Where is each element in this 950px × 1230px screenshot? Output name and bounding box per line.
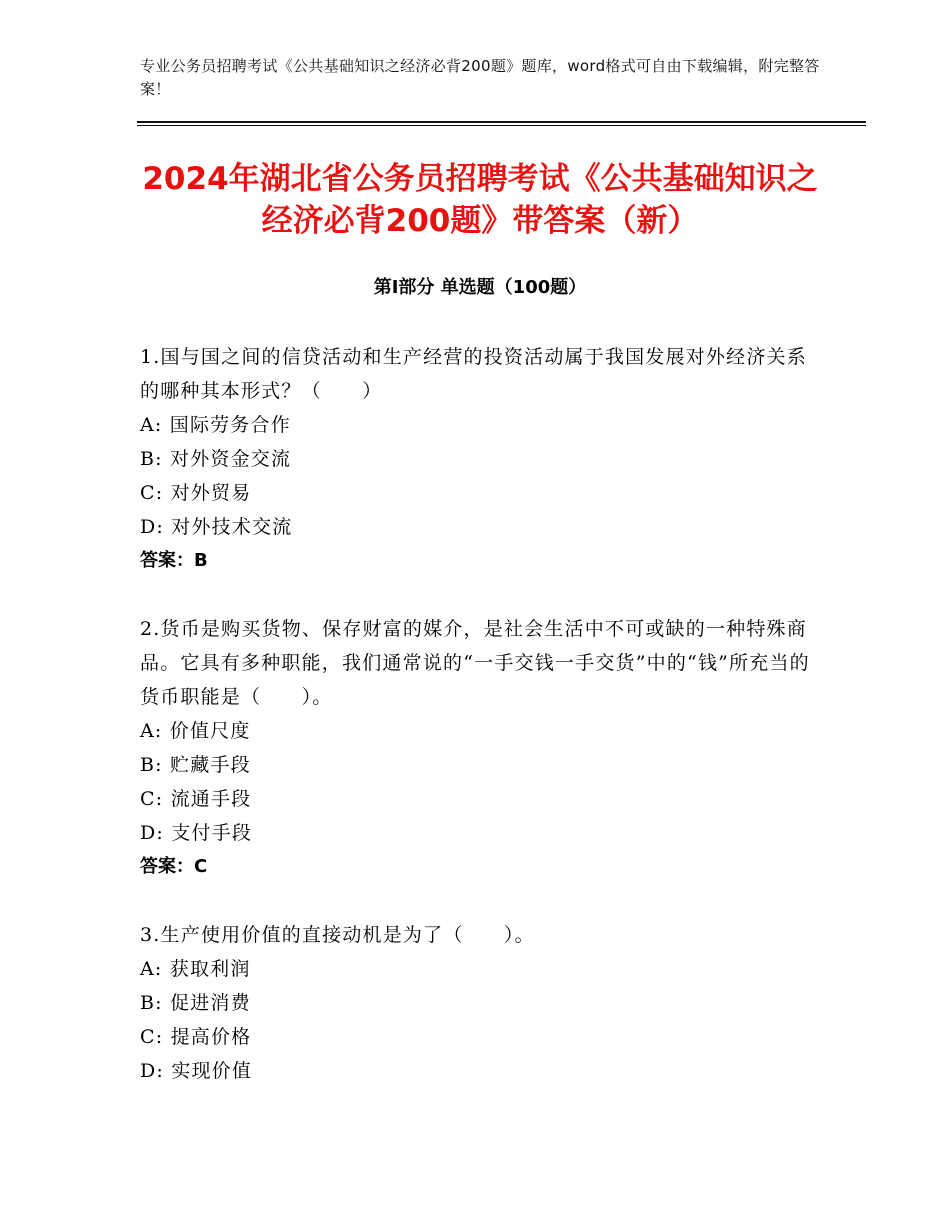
question-list (140, 340, 810, 1122)
question-stem: 1.国与国之间的信贷活动和生产经营的投资活动属于我国发展对外经济关系的哪种其本形式？（ ） (140, 346, 807, 402)
option-b: B: 促进消费 (140, 992, 251, 1014)
option-c: C: 提高价格 (140, 1026, 252, 1048)
option-b: B: 对外资金交流 (140, 448, 292, 470)
answer-line: 答案：B (140, 550, 208, 571)
document-title: 2024年湖北省公务员招聘考试《公共基础知识之经济必背200题》带答案（新） (142, 161, 818, 239)
option-a: A: 价值尺度 (140, 720, 251, 742)
option-b: B: 贮藏手段 (140, 754, 251, 776)
header-note: 专业公务员招聘考试《公共基础知识之经济必背200题》题库，word格式可自由下载编辑，附完整答案！ (140, 57, 820, 98)
option-c: C: 对外贸易 (140, 482, 252, 504)
option-c: C: 流通手段 (140, 788, 252, 810)
question-2 (140, 612, 810, 884)
question-3 (140, 918, 810, 1088)
question-stem: 2.货币是购买货物、保存财富的媒介，是社会生活中不可或缺的一种特殊商品。它具有多种职能，我们通常说的“一手交钱一手交货”中的“钱”所充当的货币职能是（ ）。 (140, 618, 810, 708)
option-a: A: 国际劳务合作 (140, 414, 291, 436)
header-rule-thick (137, 121, 866, 123)
option-a: A: 获取利润 (140, 958, 251, 980)
option-d: D: 实现价值 (140, 1060, 253, 1082)
section-title: 第Ⅰ部分 单选题（100题） (373, 277, 587, 298)
answer-line: 答案：C (140, 856, 208, 877)
option-d: D: 对外技术交流 (140, 516, 293, 538)
option-d: D: 支付手段 (140, 822, 253, 844)
question-stem: 3.生产使用价值的直接动机是为了（ ）。 (140, 924, 535, 946)
question-1 (140, 340, 810, 578)
header-rule-thin (137, 125, 866, 126)
